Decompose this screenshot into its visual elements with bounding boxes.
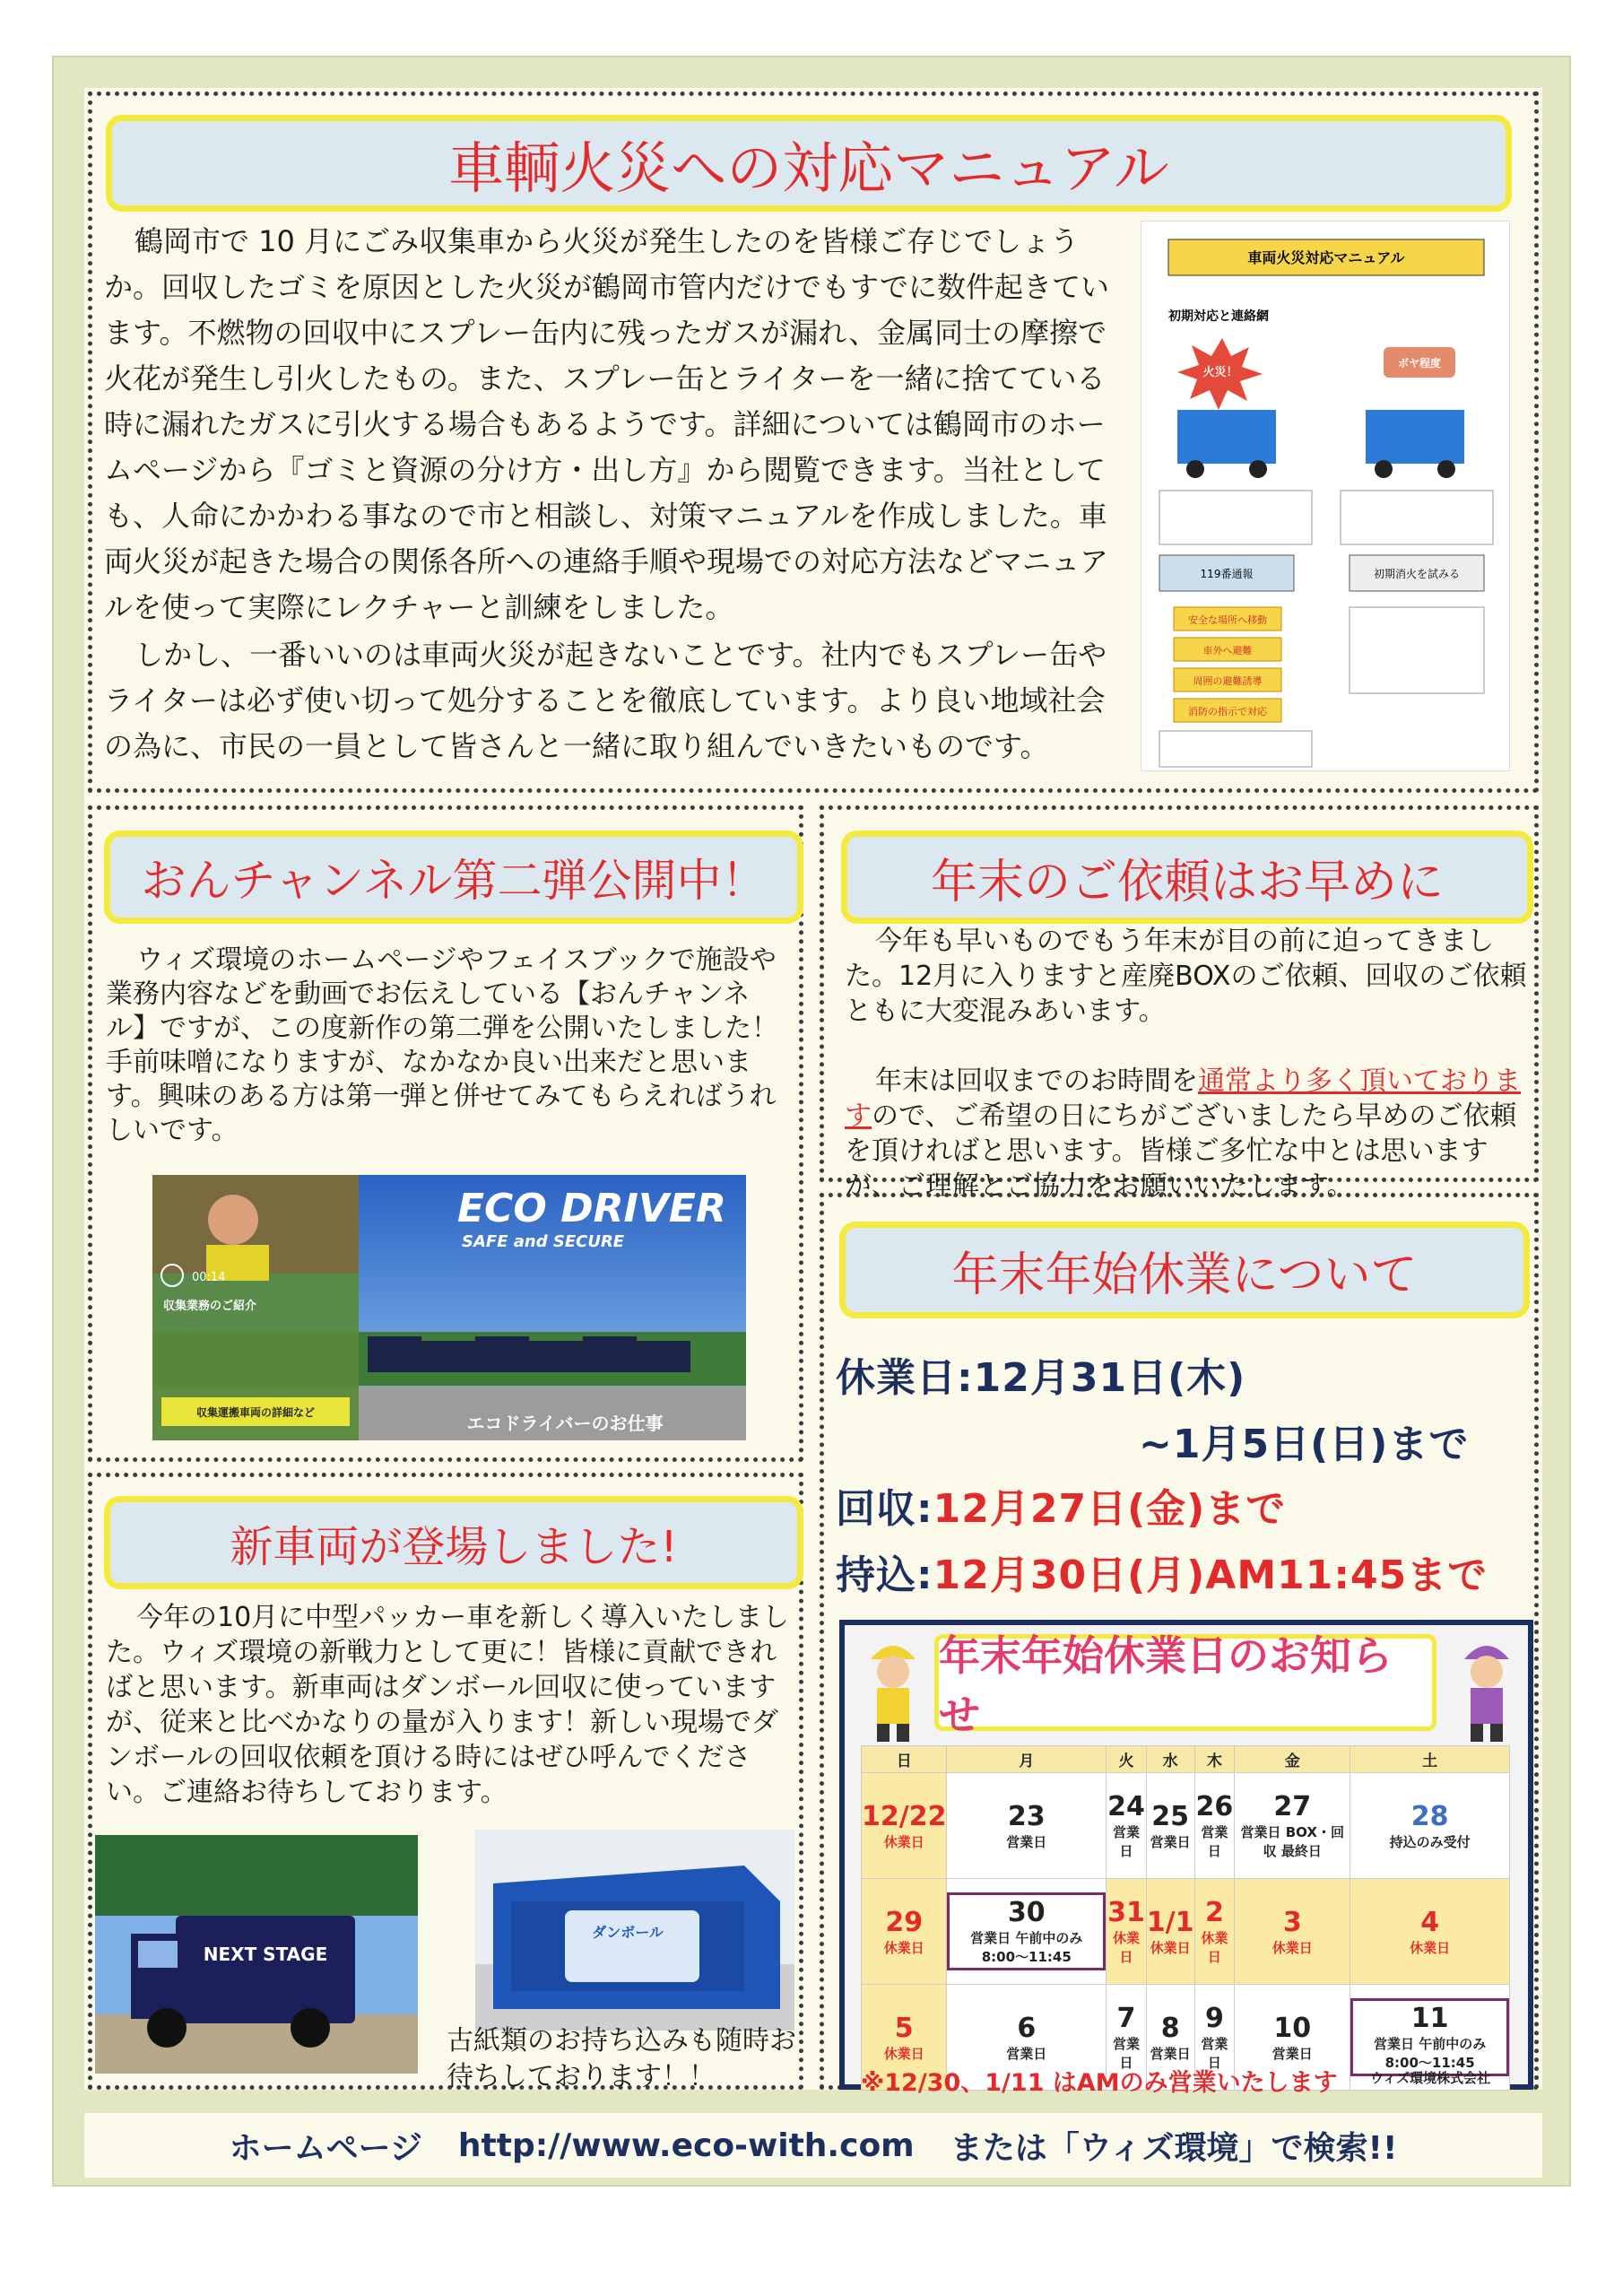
- calendar-day-label: 営業日: [1201, 1824, 1228, 1859]
- manual-call-label: 119番通報: [1200, 568, 1254, 580]
- calendar-day-label: 営業日: [1112, 2036, 1140, 2071]
- calendar-title: 年末年始休業日のお知らせ: [934, 1634, 1436, 1731]
- truck-label: NEXT STAGE: [203, 1944, 328, 1965]
- onchannel-title: おんチャンネル第二弾公開中！: [104, 831, 803, 924]
- calendar-day-number: 31: [1107, 1897, 1145, 1928]
- calendar-day-cell: [1235, 1773, 1350, 1879]
- eco-driver-video[interactable]: [152, 1175, 746, 1440]
- calendar-grid: [861, 1745, 1510, 2091]
- calendar-day-number: 11: [1410, 2003, 1449, 2034]
- request-text-highlight: 通常より多く頂いております: [845, 1065, 1521, 1132]
- calendar-day-cell: [1350, 1773, 1510, 1879]
- calendar-week-row: [862, 1879, 1510, 1985]
- calendar-day-cell: [947, 1773, 1107, 1879]
- year-end-request-paragraph-1: 今年も早いものでもう年末が目の前に迫ってきました。12月に入りますと産廃BOXのご依頼、回収のご依頼ともに大変混みあいます。: [845, 926, 1527, 1027]
- calendar-day-number: 29: [885, 1906, 924, 1938]
- weekday-header: 火: [1107, 1746, 1147, 1773]
- holiday-line-2-value: ~1月5日(日)まで: [1139, 1422, 1470, 1467]
- calendar-day-cell: [1107, 1879, 1147, 1985]
- manual-title: 車両火災対応マニュアル: [1247, 249, 1405, 266]
- manual-smoke-label: ボヤ程度: [1397, 357, 1442, 370]
- footer-label: ホームページ: [229, 2129, 422, 2167]
- video-side-title: 収集業務のご紹介: [163, 1300, 257, 1313]
- weekday-header: 月: [947, 1746, 1107, 1773]
- new-vehicle-body: 今年の10月に中型パッカー車を新しく導入いたしました。ウィズ環境の新戦力として更に！皆様に貢献できればと思います。新車両はダンボール回収に使っていますが、従来と比べかなりの量が入ります！新しい現場でダンボールの回収依頼を頂ける時にはぜひ呼んでください。ご連絡お待ちしております。: [106, 1602, 790, 1808]
- calendar-day-label: 休業日: [883, 1939, 924, 1956]
- video-caption: エコドライバーのお仕事: [466, 1413, 664, 1434]
- manual-extinguish-label: 初期消火を試みる: [1373, 568, 1461, 580]
- calendar-day-number: 27: [1273, 1791, 1312, 1822]
- calendar-day-label: 営業日: [1150, 1833, 1191, 1850]
- footer-search: または「ウィズ環境」で検索!!: [950, 2129, 1398, 2167]
- year-end-request-paragraph-2: [845, 1064, 1532, 1204]
- holiday-line-1-value: 12月31日(木): [973, 1355, 1246, 1401]
- video-side-link: 収集運搬車両の詳細など: [195, 1406, 316, 1419]
- manual-step-4: 消防の指示で対応: [1188, 706, 1267, 718]
- box-label: ダンボール: [592, 1924, 664, 1941]
- calendar-day-cell: [1146, 1773, 1194, 1879]
- calendar-day-cell: [1235, 1879, 1350, 1985]
- calendar-day-number: 26: [1195, 1791, 1234, 1822]
- year-end-request-title: 年末のご依頼はお早めに: [841, 831, 1533, 924]
- footer-bar: [84, 2113, 1542, 2178]
- calendar-day-cell: [862, 1773, 947, 1879]
- holiday-line-4-label: 持込:: [836, 1552, 933, 1598]
- calendar-day-label: 営業日: [1112, 1824, 1140, 1859]
- calendar-day-number: 2: [1204, 1897, 1224, 1928]
- calendar-day-number: 7: [1116, 2003, 1136, 2034]
- holiday-line-1: [836, 1345, 1245, 1403]
- calendar-day-cell: [862, 1879, 947, 1985]
- calendar-day-cell: [1194, 1773, 1235, 1879]
- calendar-day-number: 24: [1107, 1791, 1145, 1822]
- holiday-line-2: [1139, 1412, 1469, 1469]
- calendar-company: ウィズ環境株式会社: [1370, 2070, 1491, 2086]
- calendar-day-label: 休業日: [1410, 1939, 1451, 1956]
- new-vehicle-caption: 古紙類のお持ち込みも随時お待ちしております！！: [447, 2025, 796, 2092]
- calendar-day-number: 9: [1204, 2003, 1224, 2034]
- calendar-day-number: 28: [1410, 1800, 1449, 1832]
- holiday-line-1-label: 休業日:: [836, 1355, 974, 1401]
- calendar-day-label: 営業日 午前中のみ 8:00〜11:45: [1374, 2036, 1487, 2071]
- vehicle-fire-paragraph-1: 鶴岡市で 10 月にごみ収集車から火災が発生したのを皆様ご存じでしょうか。回収したゴミを原因とした火災が鶴岡市管内だけでもすでに数件起きています。不燃物の回収中にスプレー缶内に残ったガスが漏れ、金属同士の摩擦で火花が発生し引火したもの。また、スプレー缶とライターを一緒に捨てている時に漏れたガスに引火する場合もあるようです。詳細については鶴岡市のホームページから『ゴミと資源の分け方・出し方』から閲覧できます。当社としても、人命にかかわる事なので市と相談し、対策マニュアルを作成しました。車両火災が起きた場合の関係各所への連絡手順や現場での対応方法などマニュアルを使って実際にレクチャーと訓練をしました。: [104, 224, 1109, 624]
- calendar-day-number: 8: [1160, 2012, 1180, 2044]
- calendar-day-label: 営業日: [1006, 1833, 1047, 1850]
- calendar-day-number: 5: [894, 2012, 914, 2044]
- holidays-title: 年末年始休業について: [839, 1222, 1530, 1318]
- new-truck-photo: [95, 1835, 418, 2074]
- holiday-line-4-value: 12月30日(月)AM11:45まで: [933, 1552, 1488, 1598]
- weekday-header: 木: [1194, 1746, 1235, 1773]
- calendar-day-cell: [1194, 1879, 1235, 1985]
- calendar-day-number: 4: [1420, 1906, 1440, 1938]
- calendar-day-label: 休業日: [1112, 1930, 1140, 1965]
- weekday-header: 土: [1350, 1746, 1510, 1773]
- calendar-day-label: 持込のみ受付: [1389, 1833, 1471, 1850]
- new-vehicle-title: 新車両が登場しました!: [104, 1496, 803, 1589]
- manual-subtitle: 初期対応と連絡網: [1168, 309, 1269, 324]
- video-sub: SAFE and SECURE: [462, 1232, 625, 1251]
- calendar-day-number: 10: [1273, 2012, 1312, 2044]
- calendar-day-label: 休業日: [1150, 1939, 1191, 1956]
- calendar-note: ※12/30、1/11 はAMのみ営業いたします: [861, 2069, 1338, 2097]
- mascot-right-icon: [1451, 1632, 1523, 1744]
- video-banner: ECO DRIVER: [457, 1186, 726, 1231]
- weekday-header: 金: [1235, 1746, 1350, 1773]
- calendar-day-label: 営業日: [1150, 2045, 1191, 2062]
- holiday-line-4: [836, 1543, 1488, 1600]
- calendar-day-label: 営業日 午前中のみ 8:00〜11:45: [970, 1930, 1083, 1965]
- manual-truck-right: [1366, 410, 1464, 464]
- request-text-post: ので、ご希望の日にちがございましたら早めのご依頼を頂ければと思います。皆様ご多忙な中とは思いますが、ご理解とご協力をお願いいたします。: [845, 1100, 1517, 1202]
- holiday-calendar: [839, 1620, 1533, 2097]
- calendar-day-label: 休業日: [1201, 1930, 1228, 1965]
- calendar-day-number: 1/1: [1146, 1906, 1194, 1938]
- calendar-day-number: 3: [1282, 1906, 1302, 1938]
- cardboard-box-photo: [475, 1830, 794, 2031]
- video-time: 00:14: [192, 1271, 226, 1284]
- manual-step-1: 安全な場所へ移動: [1188, 614, 1267, 626]
- calendar-day-label: 営業日: [1006, 2045, 1047, 2062]
- weekday-header: 水: [1146, 1746, 1194, 1773]
- calendar-day-label: 営業日 BOX・回収 最終日: [1240, 1824, 1344, 1859]
- calendar-day-label: 営業日: [1271, 2045, 1313, 2062]
- weekday-header: 日: [862, 1746, 947, 1773]
- calendar-day-label: 休業日: [1271, 1939, 1313, 1956]
- manual-truck-left: [1177, 410, 1276, 464]
- calendar-day-number: 30: [1007, 1897, 1046, 1928]
- fire-manual-image: [1141, 221, 1510, 771]
- footer-url-link[interactable]: http://www.eco-with.com: [457, 2126, 915, 2164]
- calendar-day-number: 25: [1151, 1800, 1190, 1832]
- manual-step-3: 周囲の避難誘導: [1193, 675, 1263, 687]
- calendar-day-cell: [1350, 1879, 1510, 1985]
- vehicle-fire-title: 車輌火災への対応マニュアル: [106, 115, 1512, 212]
- calendar-day-label: 休業日: [883, 1833, 924, 1850]
- calendar-day-label: 営業日: [1201, 2036, 1228, 2071]
- request-text-pre: 年末は回収までのお時間を: [875, 1065, 1198, 1097]
- calendar-day-number: 6: [1017, 2012, 1037, 2044]
- vehicle-fire-paragraph-2: しかし、一番いいのは車両火災が起きないことです。社内でもスプレー缶やライターは必ず使い切って処分することを徹底しています。より良い地域社会の為に、市民の一員として皆さんと一緒に取り組んでいきたいものです。: [104, 638, 1107, 763]
- mascot-left-icon: [857, 1632, 929, 1744]
- calendar-day-label: 休業日: [883, 2045, 924, 2062]
- calendar-day-cell: [1107, 1773, 1147, 1879]
- calendar-day-number: 23: [1007, 1800, 1046, 1832]
- calendar-day-cell: [1146, 1879, 1194, 1985]
- holiday-line-3-value: 12月27日(金)まで: [933, 1486, 1287, 1532]
- calendar-week-row: [862, 1773, 1510, 1879]
- holiday-line-3-label: 回収:: [836, 1486, 933, 1532]
- calendar-day-number: 12/22: [862, 1800, 947, 1832]
- onchannel-body: ウィズ環境のホームページやフェイスブックで施設や業務内容などを動画でお伝えしている【おんチャンネル】ですが、この度新作の第二弾を公開いたしました！手前味噌になりますが、なかなか良い出来だと思います。興味のある方は第一弾と併せてみてもらえればうれしいです。: [106, 944, 778, 1146]
- manual-step-2: 車外へ避難: [1202, 645, 1253, 657]
- holiday-line-3: [836, 1476, 1286, 1534]
- manual-fire-label: 火災！: [1202, 366, 1238, 379]
- calendar-day-cell: [947, 1879, 1107, 1985]
